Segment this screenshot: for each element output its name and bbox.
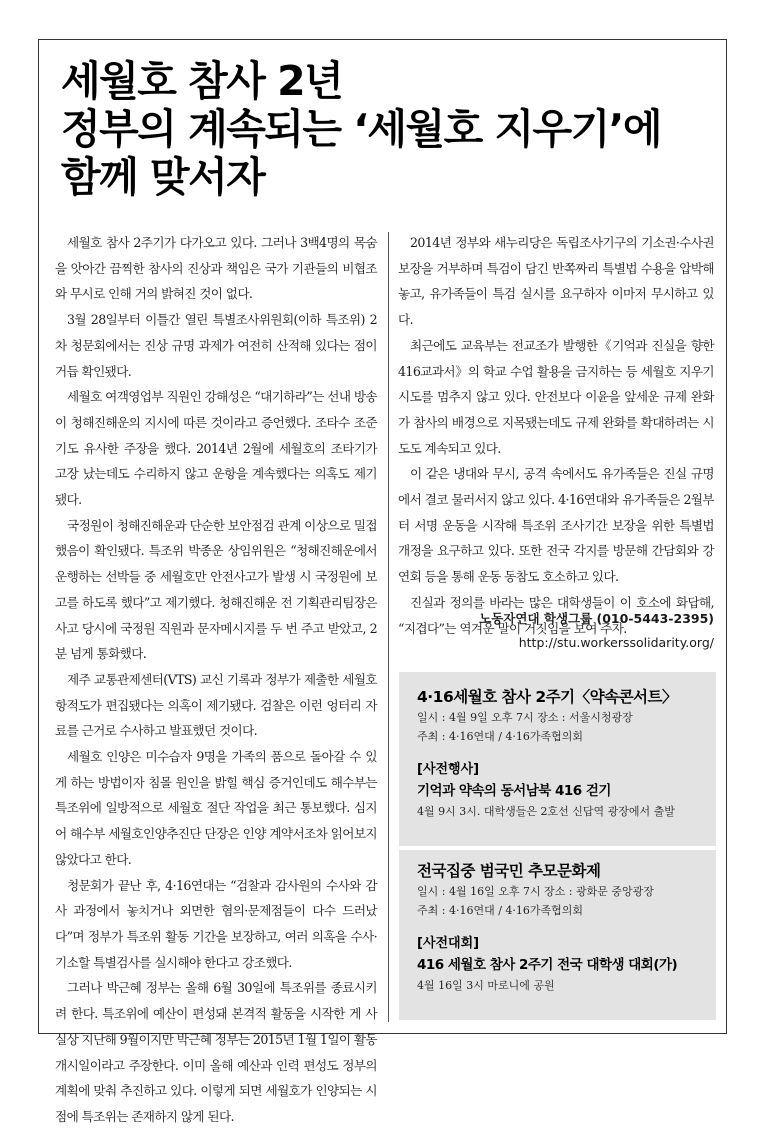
left-column	[55, 230, 377, 1130]
paragraph: 2014년 정부와 새누리당은 독립조사기구의 기소권·수사권 보장을 거부하며 특검이 담긴 반쪽짜리 특별법 수용을 압박해 놓고, 유가족들이 특검 실시를 요구하자 이마저 무시하고 있다.	[398, 235, 714, 328]
paragraph: 세월호 인양은 미수습자 9명을 가족의 품으로 돌아갈 수 있게 하는 방법이자 침몰 원인을 밝힐 핵심 증거인데도 해수부는 특조위에 일방적으로 세월호 절단 작업을 최근 통보했다. 심지어 해수부 세월호인양추진단 단장은 인양 계약서조차 읽어보지 않았다고 한다.	[55, 749, 377, 867]
paragraph: 청문회가 끝난 후, 4·16연대는 “검찰과 감사원의 수사와 감사 과정에서 놓치거나 외면한 혐의·문제점들이 다수 드러났다”며 정부가 특조위 활동 기간을 보장하고, 여러 의혹을 수사·기소할 특별검사를 실시해야 한다고 강조했다.	[55, 877, 377, 970]
event-datetime-place: 일시 : 4월 9일 오후 7시 장소 : 서울시청광장	[417, 711, 633, 724]
signature-name: 노동자연대 학생그룹 (010-5443-2395)	[479, 611, 714, 626]
paragraph: 세월호 여객영업부 직원인 강해성은 “대기하라”는 선내 방송이 청해진해운의 지시에 따른 것이라고 증언했다. 조타수 조준기도 유사한 주장을 했다. 2014년 2월에 세월호의 조타기가 고장 났는데도 수리하지 않고 운항을 계속했다는 의혹도 제기됐다.	[55, 389, 377, 508]
signature-url[interactable]: http://stu.workerssolidarity.org/	[518, 635, 714, 650]
event-title: 전국집중 범국민 추모문화제	[417, 862, 601, 880]
pre-event-label: [사전대회]	[417, 936, 480, 951]
paragraph: 이 같은 냉대와 무시, 공격 속에서도 유가족들은 진실 규명에서 결코 물러서지 않고 있다. 4·16연대와 유가족들은 2월부터 서명 운동을 시작해 특조위 조사기간 보장을 위한 특별법 개정을 요구하고 있다. 또한 전국 각지를 방문해 간담회와 강연회 등을 통해 운동 동참도 호소하고 있다.	[398, 466, 714, 585]
pre-event-detail: 4월 9시 3시. 대학생들은 2호선 신답역 광장에서 출발	[417, 805, 675, 818]
headline-line-1: 세월호 참사 2년	[61, 57, 343, 105]
pre-event-detail: 4월 16일 3시 마로니에 공원	[417, 979, 555, 992]
right-column	[398, 230, 714, 641]
pre-event-label: [사전행사]	[417, 762, 480, 777]
paragraph: 제주 교통관제센터(VTS) 교신 기록과 정부가 제출한 세월호 항적도가 편집됐다는 의혹이 제기됐다. 검찰은 이런 엉터리 자료를 근거로 수사하고 발표했던 것이다.	[55, 671, 377, 739]
pre-event-title: 기억과 약속의 동서남북 416 걷기	[417, 783, 611, 799]
pre-event-title: 416 세월호 참사 2주기 전국 대학생 대회(가)	[417, 957, 678, 973]
column-divider	[388, 232, 389, 1022]
event-datetime-place: 일시 : 4월 16일 오후 7시 장소 : 광화문 중앙광장	[417, 885, 654, 898]
paragraph: 3월 28일부터 이틀간 열린 특별조사위원회(이하 특조위) 2차 청문회에서는 진상 규명 과제가 여전히 산적해 있다는 점이 거듭 확인됐다.	[55, 312, 377, 379]
paragraph: 세월호 참사 2주기가 다가오고 있다. 그러나 3백4명의 목숨을 앗아간 끔찍한 참사의 진상과 책임은 국가 기관들의 비협조와 무시로 인해 거의 밝혀진 것이 없다.	[55, 235, 377, 302]
paragraph: 그러나 박근혜 정부는 올해 6월 30일에 특조위를 종료시키려 한다. 특조위에 예산이 편성돼 본격적 활동을 시작한 게 사실상 지난해 9월이지만 박근혜 정부는 2015년 1월 1일이 활동 개시일이라고 주장한다. 이미 올해 예산과 인력 편성도 정부의 계획에 맞춰 추진하고 있다. 이렇게 되면 세월호가 인양되는 시점에 특조위는 존재하지 않게 된다.	[55, 980, 377, 1124]
paragraph: 국정원이 청해진해운과 단순한 보안점검 관계 이상으로 밀접했음이 확인됐다. 특조위 박종운 상임위원은 “청해진해운에서 운행하는 선박들 중 세월호만 안전사고가 발생 시 국정원에 보고를 하도록 했다”고 제기했다. 청해진해운 전 기획관리팀장은 사고 당시에 국정원 직원과 문자메시지를 두 번 주고 받았고, 2분 넘게 통화했다.	[55, 517, 377, 662]
event-box-concert	[399, 672, 716, 846]
paragraph: 최근에도 교육부는 전교조가 발행한《기억과 진실을 향한 416교과서》의 학교 수업 활용을 금지하는 등 세월호 지우기 시도를 멈추지 않고 있다. 안전보다 이윤을 앞세운 규제 완화가 참사의 배경으로 지목됐는데도 규제 완화를 확대하려는 시도도 계속되고 있다.	[398, 337, 714, 456]
event-organizer: 주최 : 4·16연대 / 4·16가족협의회	[417, 904, 584, 917]
headline-line-2: 정부의 계속되는 ‘세월호 지우기’에	[61, 105, 661, 153]
paragraph: 진실과 정의를 바라는 많은 대학생들이 이 호소에 화답해, “지겹다”는 역겨운 말이 거짓임을 보여 주자.	[398, 594, 714, 636]
event-box-memorial	[399, 850, 716, 1020]
event-title: 4·16세월호 참사 2주기〈약속콘서트〉	[417, 688, 677, 706]
event-organizer: 주최 : 4·16연대 / 4·16가족협의회	[417, 730, 584, 743]
headline	[61, 57, 721, 201]
headline-line-3: 함께 맞서자	[61, 153, 265, 201]
